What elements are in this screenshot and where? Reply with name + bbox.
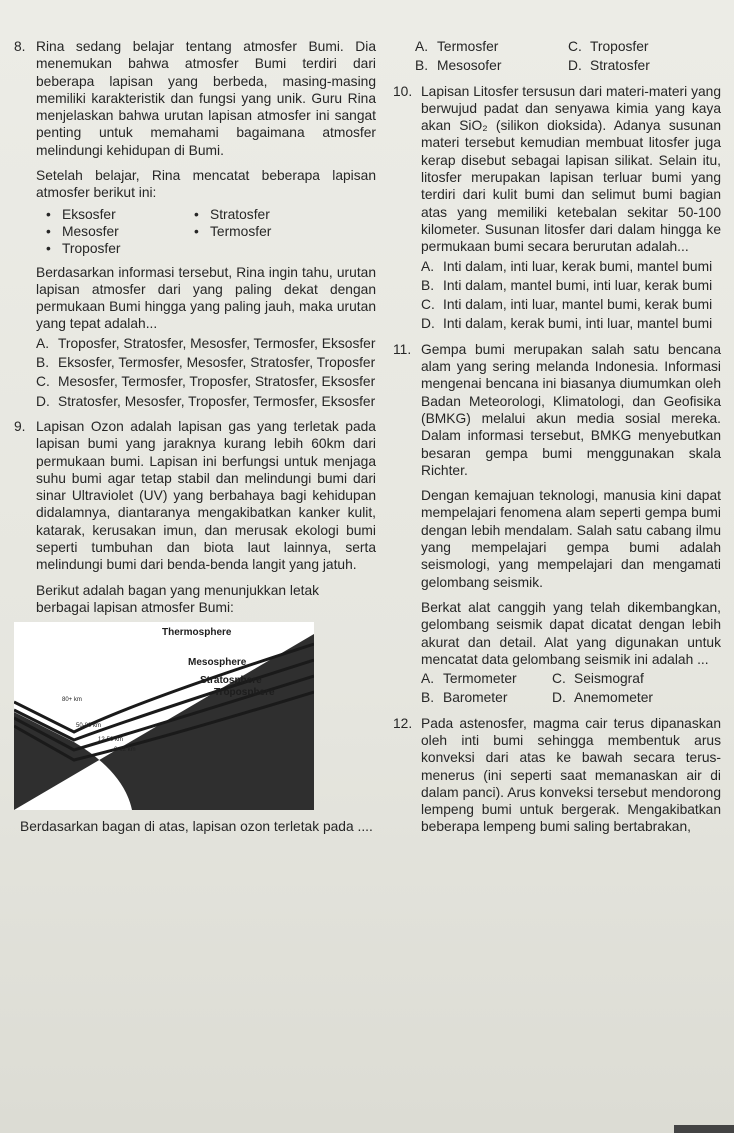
option-text: Troposfer [590, 39, 649, 54]
option-c[interactable] [552, 670, 702, 687]
diagram-label: Troposphere [214, 687, 275, 699]
option-b[interactable] [36, 354, 376, 371]
option-a[interactable] [421, 258, 721, 275]
question-text: Berdasarkan informasi tersebut, Rina ingin tahu, urutan lapisan atmosfer dari yang paling dekat dengan permukaan Bumi hingga yang paling jauh, maka urutan yang tepat adalah... [36, 264, 376, 332]
option-letter: C. [568, 39, 582, 54]
option-text: Termosfer [437, 39, 499, 54]
list-item: • Stratosfer [194, 206, 354, 223]
option-text: Seismograf [574, 671, 644, 687]
option-letter: D. [36, 393, 50, 409]
option-d[interactable] [36, 393, 376, 410]
option-d[interactable] [421, 315, 721, 332]
option-b[interactable] [421, 277, 721, 294]
option-a[interactable] [415, 38, 568, 55]
option-letter: D. [568, 58, 582, 74]
question-9-options [415, 38, 721, 75]
question-text: Berkat alat canggih yang telah dikembangkan, gelombang seismik dapat dicatat dengan lebih akurat dan detail. Alat yang digunakan untuk mencatat data gelombang seismik ini adalah ... [421, 599, 721, 667]
page-edge-shadow [674, 1125, 734, 1133]
option-letter: A. [421, 258, 435, 274]
option-c[interactable] [568, 38, 718, 55]
altitude-label: 50-80 km [76, 723, 102, 730]
list-item: • Eksosfer [46, 206, 194, 223]
question-text: Berdasarkan bagan di atas, lapisan ozon terletak pada .... [20, 819, 373, 835]
layer-list [46, 206, 376, 258]
right-column [393, 38, 721, 836]
option-d[interactable] [568, 57, 718, 74]
option-text: Troposfer, Stratosfer, Mesosfer, Termosfer, Eksosfer [58, 335, 376, 351]
option-text: Mesosfer, Termosfer, Troposfer, Stratosfer, Eksosfer [58, 374, 376, 390]
option-letter: C. [36, 374, 50, 390]
question-11-options [421, 670, 721, 707]
altitude-label: 0-12 km [114, 747, 136, 754]
question-12 [393, 715, 721, 836]
option-text: Anemometer [574, 690, 653, 706]
question-text: Pada astenosfer, magma cair terus dipanaskan oleh inti bumi sehingga membentuk arus konveksi dari atas ke bawah secara terus-menerus (ini seperti saat memanaskan air di dalam panci). Arus konveksi tersebut mendorong lempeng bumi untuk bergerak. Mengakibatkan beberapa lempeng bumi saling bertabrakan, [421, 715, 721, 835]
option-text: Stratosfer, Mesosfer, Troposfer, Termosfer, Eksosfer [58, 393, 376, 409]
question-8 [14, 38, 376, 410]
option-a[interactable] [36, 335, 376, 352]
option-letter: D. [552, 690, 566, 706]
question-9 [14, 418, 376, 616]
atmosphere-diagram-graphic [14, 622, 314, 810]
option-letter: A. [36, 335, 50, 351]
diagram-label: Stratosphere [200, 675, 262, 687]
list-item: • Mesosfer [46, 223, 194, 240]
question-number: 12. [393, 715, 413, 731]
option-letter: B. [36, 355, 50, 371]
option-text: Inti dalam, mantel bumi, inti luar, kerak bumi [443, 277, 713, 293]
atmosphere-diagram [14, 622, 314, 810]
altitude-label: 80+ km [62, 697, 82, 704]
option-letter: C. [421, 297, 435, 313]
option-b[interactable] [415, 57, 568, 74]
option-text: Eksosfer, Termosfer, Mesosfer, Stratosfer, Troposfer [58, 355, 376, 371]
question-text: Rina sedang belajar tentang atmosfer Bumi. Dia menemukan bahwa atmosfer Bumi terdiri dari beberapa lapisan yang berbeda, masing-masing memiliki karakteristik dan fungsi yang unik. Guru Rina menjelaskan bahwa urutan lapisan atmosfer ini sangat penting untuk memahami bagaimana atmosfer melindungi kehidupan di Bumi. [36, 39, 376, 158]
question-text: Gempa bumi merupakan salah satu bencana alam yang sering melanda Indonesia. Informasi mengenai bencana ini biasanya diumumkan oleh Badan Meteorologi, Klimatologi, dan Geofisika (BMKG) melalui akun media sosial mereka. Dalam informasi tersebut, BMKG menyebutkan besaran gempa bumi menggunakan skala Richter. [421, 341, 721, 478]
question-number: 9. [14, 418, 26, 434]
option-c[interactable] [421, 296, 721, 313]
option-letter: B. [421, 277, 435, 293]
option-a[interactable] [421, 670, 552, 687]
option-letter: C. [552, 671, 566, 687]
question-text: Berikut adalah bagan yang menunjukkan letak berbagai lapisan atmosfer Bumi: [36, 582, 320, 615]
option-letter: D. [421, 316, 435, 332]
diagram-label: Mesosphere [188, 657, 247, 669]
left-column [14, 38, 376, 836]
question-11 [393, 341, 721, 707]
option-letter: B. [415, 58, 429, 74]
option-b[interactable] [421, 689, 552, 706]
list-item: • Termosfer [194, 223, 354, 240]
question-10 [393, 83, 721, 333]
option-text: Inti dalam, inti luar, mantel bumi, kerak bumi [443, 297, 713, 313]
option-letter: A. [415, 39, 429, 54]
question-number: 11. [393, 341, 412, 357]
option-d[interactable] [552, 689, 702, 706]
question-text: Lapisan Ozon adalah lapisan gas yang terletak pada lapisan bumi yang jaraknya kurang lebih 60km dari permukaan bumi. Lapisan ini berfungsi untuk menjaga suhu bumi agar tetap stabil dan melindungi bumi dari sinar Ultraviolet (UV) yang berbahaya bagi kehidupan didalamnya, diantaranya mengakibatkan kanker kulit, katarak, kerusakan imun, dan merusak ekologi bumi seperti tumbuhan dan biota laut lainnya, serta melindungi bumi dari benda-benda langit yang jatuh. [36, 418, 376, 573]
option-text: Barometer [443, 690, 508, 706]
question-text: Setelah belajar, Rina mencatat beberapa lapisan atmosfer berikut ini: [36, 168, 376, 201]
list-item: • Troposfer [46, 240, 194, 257]
question-number: 8. [14, 39, 26, 54]
option-text: Stratosfer [590, 58, 650, 74]
diagram-label: Thermosphere [162, 627, 232, 639]
option-text: Termometer [443, 671, 517, 687]
altitude-label: 12-50 km [98, 737, 124, 744]
option-text: Mesosofer [437, 58, 502, 74]
option-text: Inti dalam, inti luar, kerak bumi, mantel bumi [443, 258, 713, 274]
question-text: Dengan kemajuan teknologi, manusia kini dapat mempelajari fenomena alam seperti gempa bumi dengan lebih mendalam. Salah satu cabang ilmu yang mempelajari gempa bumi adalah seismologi, yang mempelajari dan mengamati gelombang seismik. [421, 488, 721, 590]
question-text: Lapisan Litosfer tersusun dari materi-materi yang berwujud padat dan senyawa kimia yang kaya akan SiO₂ (silikon dioksida). Adanya susunan materi tersebut kemudian membuat litosfer juga kerap disebut sebagai lapisan silikat. Selain itu, litosfer merupakan lapisan terluar bumi yang terdiri dari kulit bumi dan selimut bumi bagian atas yang memiliki ketebalan sekitar 50-100 kilometer. Susunan litosfer dari dalam hingga ke permukaan bumi secara berurutan adalah... [421, 83, 721, 255]
option-letter: B. [421, 690, 435, 706]
option-letter: A. [421, 671, 435, 687]
option-text: Inti dalam, kerak bumi, inti luar, mantel bumi [443, 316, 713, 332]
question-number: 10. [393, 83, 413, 99]
option-c[interactable] [36, 373, 376, 390]
